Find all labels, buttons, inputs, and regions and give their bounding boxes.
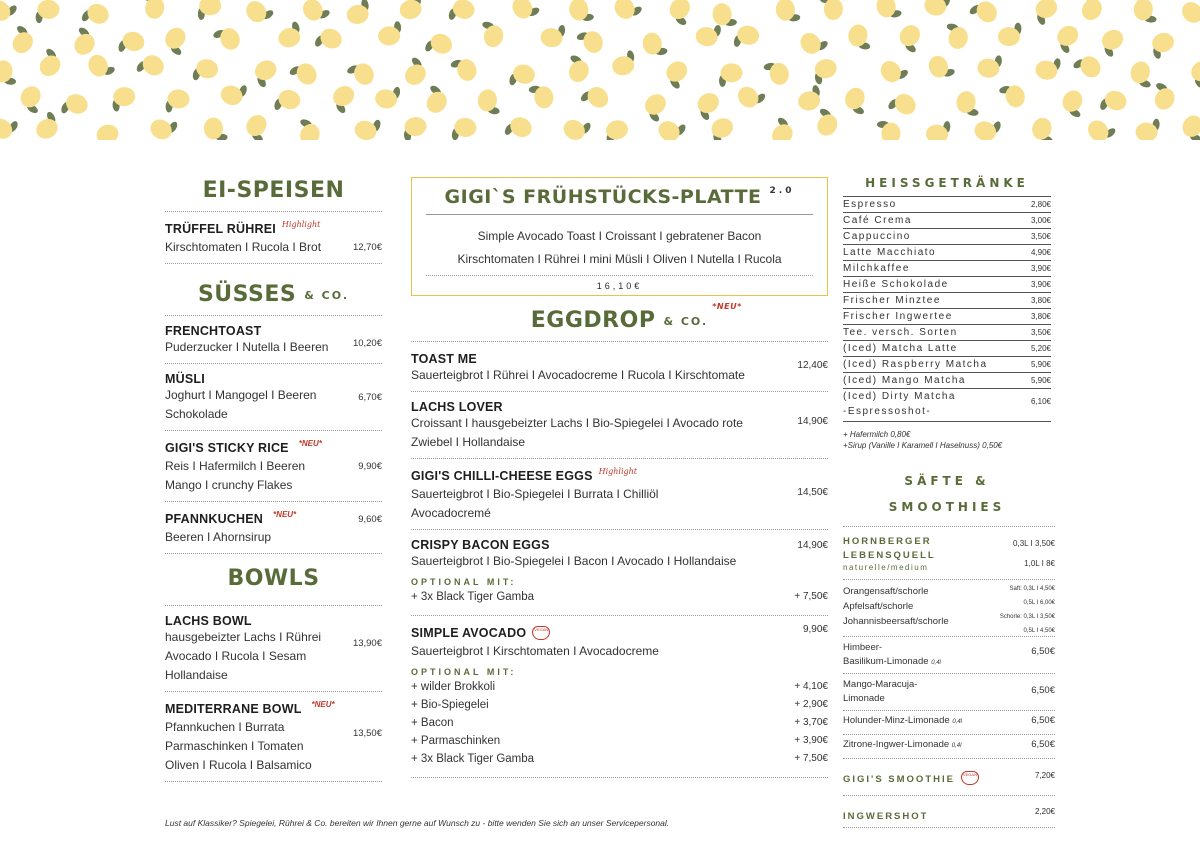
lemon-icon: [665, 0, 698, 27]
item-price: 14,50€: [797, 487, 828, 498]
lemon-icon: [775, 0, 801, 23]
addon-row: [411, 717, 828, 735]
drink-name-sub: -Espressoshot-: [843, 406, 932, 417]
lemon-icon: [165, 89, 190, 114]
addon-price: + 7,50€: [794, 591, 828, 602]
lemon-icon: [346, 59, 377, 90]
lemon-icon: [968, 0, 1001, 29]
drink-row: [843, 309, 1051, 325]
item-desc: Pfannkuchen I Burrata Parmaschinken I Tomaten Oliven I Rucola I Balsamico: [165, 720, 312, 772]
platte-line2: Kirschtomaten I Rührei I mini Müsli I Oliven I Nutella I Rucola: [426, 248, 813, 276]
limo-name-2: Basilikum-Limonade: [843, 656, 929, 667]
drink-price: 5,20€: [1030, 344, 1051, 353]
lemon-icon: [576, 27, 606, 57]
drink-name: Cappuccino: [843, 231, 911, 242]
item-price: 13,90€: [352, 638, 382, 649]
limo-size: 0,4l: [952, 719, 962, 725]
hornberger-price-2: 1,0L I 8€: [1024, 559, 1055, 568]
lemon-icon: [476, 88, 503, 115]
lemon-icon: [85, 50, 116, 81]
lemon-icon: [1034, 54, 1062, 82]
lemon-icon: [1052, 22, 1085, 55]
item-desc: Beeren I Ahornsirup: [165, 530, 272, 544]
lemon-icon: [273, 87, 303, 117]
lemon-icon: [1186, 57, 1200, 90]
heiss-title: HEISSGETRÄNKE: [843, 176, 1051, 197]
lemon-pattern-banner: [0, 0, 1200, 140]
schorle-price: 0,5L I 4,50€: [1023, 628, 1055, 634]
ingwershot-name: INGWERSHOT: [843, 811, 929, 822]
lemon-icon: [288, 58, 320, 90]
lemon-icon: [812, 57, 840, 85]
lemon-icon: [16, 82, 49, 115]
hornberger-price-1: 0,3L I 3,50€: [1013, 539, 1055, 548]
schorle-row: [843, 579, 1055, 636]
lemon-icon: [887, 89, 920, 122]
lemon-icon: [0, 111, 19, 140]
optional-label: OPTIONAL MIT:: [411, 577, 517, 587]
item-desc: Sauerteigbrot I Kirschtomaten I Avocadocreme: [411, 644, 659, 658]
lemon-icon: [344, 0, 372, 26]
drink-row: [843, 341, 1051, 357]
lemon-icon: [313, 24, 345, 56]
lemon-icon: [655, 113, 688, 140]
lemon-icon: [32, 47, 65, 80]
platte-price: 16,10€: [596, 281, 643, 291]
vegan-heart-icon: VEGAN: [961, 771, 979, 785]
lemon-icon: [610, 50, 637, 77]
addon-name: + Parmaschinken: [411, 735, 501, 747]
suesses-title-text: SÜSSES: [197, 282, 297, 307]
lemon-icon: [60, 90, 91, 121]
lemon-icon: [719, 63, 743, 87]
drink-price: 4,90€: [1030, 248, 1051, 257]
ingwershot-price: 2,20€: [1034, 807, 1055, 816]
lemon-icon: [976, 53, 1002, 79]
lemon-icon: [402, 116, 428, 140]
drink-row: [843, 197, 1051, 213]
optional-label: OPTIONAL MIT:: [411, 667, 517, 677]
lemon-icon: [218, 78, 248, 108]
drink-name: (Iced) Mango Matcha: [843, 375, 966, 386]
drink-row: [843, 261, 1051, 277]
limo-row: [843, 710, 1055, 734]
menu-item: [165, 315, 382, 363]
item-desc: Croissant I hausgebeizter Lachs I Bio-Spiegelei I Avocado rote Zwiebel I Hollandaise: [411, 416, 743, 449]
lemon-icon: [293, 118, 324, 140]
lemon-icon: [447, 0, 477, 26]
lemon-icon: [1058, 87, 1090, 119]
drink-name: Heiße Schokolade: [843, 279, 949, 290]
drink-row: [843, 389, 1051, 422]
lemon-icon: [241, 111, 274, 140]
lemon-icon: [877, 55, 910, 88]
drink-row: [843, 229, 1051, 245]
lemon-icon: [0, 59, 18, 85]
limo-name: Himbeer-: [843, 642, 883, 653]
lemon-icon: [396, 0, 425, 22]
limo-price: 6,50€: [1031, 739, 1055, 750]
smoothie-row: [843, 759, 1055, 796]
schorle-name: Apfelsaft/schorle: [843, 601, 914, 612]
menu-item: [411, 615, 828, 778]
hornberger-name-1: HORNBERGER: [843, 536, 932, 547]
item-price: 9,90€: [802, 624, 828, 635]
item-price: 9,60€: [358, 514, 382, 525]
drink-price: 5,90€: [1030, 360, 1051, 369]
neu-tag: *NEU*: [712, 302, 742, 311]
lemon-icon: [640, 90, 673, 123]
drink-name: Latte Macchiato: [843, 247, 937, 258]
item-desc: Puderzucker I Nutella I Beeren: [165, 340, 329, 354]
heiss-note-hafermilch: + Hafermilch 0,80€: [843, 430, 911, 439]
drink-name: Espresso: [843, 199, 897, 210]
menu-item: [411, 458, 828, 529]
schorle-name: Orangensaft/schorle: [843, 586, 929, 597]
lemon-icon: [661, 57, 694, 90]
lemon-icon: [877, 121, 901, 140]
addon-price: + 4,10€: [794, 681, 828, 692]
lemon-icon: [67, 26, 100, 59]
saefte-title: [843, 468, 1051, 520]
lemon-icon: [35, 0, 59, 24]
lemon-icon: [693, 89, 725, 121]
item-desc: hausgebeizter Lachs I Rührei Avocado I Rucola I Sesam Hollandaise: [165, 630, 322, 682]
addon-row: [411, 735, 828, 753]
drink-row: [843, 373, 1051, 389]
drink-name: Café Crema: [843, 215, 912, 226]
ei-speisen-title: EI-SPEISEN: [202, 178, 345, 203]
suesses-title: [165, 263, 382, 307]
drink-name: (Iced) Raspberry Matcha: [843, 359, 988, 370]
addon-price: + 7,50€: [794, 753, 828, 764]
lemon-icon: [299, 0, 331, 25]
addon-row: [411, 753, 828, 771]
lemon-icon: [1135, 117, 1160, 140]
lemon-icon: [198, 0, 222, 20]
lemon-icon: [539, 22, 566, 49]
item-desc: Sauerteigbrot I Bio-Spiegelei I Burrata I Chilliöl Avocadocremé: [411, 487, 659, 520]
hornberger-row: [843, 526, 1055, 579]
right-column: [843, 176, 1055, 828]
lemon-icon: [611, 0, 644, 24]
lemon-icon: [602, 118, 631, 140]
lemon-icon: [503, 113, 535, 140]
schorle-name: Johannisbeersaft/schorle: [843, 616, 949, 627]
lemon-icon: [641, 31, 668, 58]
item-desc: Reis I Hafermilch I Beeren Mango I crunchy Flakes: [165, 459, 306, 492]
lemon-icon: [450, 55, 479, 84]
lemon-icon: [579, 82, 612, 115]
lemon-icon: [1072, 51, 1105, 84]
item-name: MEDITERRANE BOWL: [165, 702, 302, 716]
ingwershot-row: [843, 796, 1055, 828]
lemon-icon: [846, 23, 873, 50]
lemon-icon: [712, 2, 737, 27]
lemon-icon: [93, 122, 123, 140]
lemon-icon: [568, 0, 594, 23]
item-price: 9,90€: [358, 461, 382, 472]
saefte-list: [843, 526, 1055, 828]
addon-price: + 2,90€: [794, 699, 828, 710]
item-price: 12,40€: [797, 360, 828, 371]
neu-tag: *NEU*: [273, 510, 297, 519]
lemon-icon: [250, 57, 282, 89]
drink-row: [843, 213, 1051, 229]
lemon-icon: [1178, 112, 1200, 140]
lemon-icon: [707, 115, 738, 140]
lemon-icon: [875, 0, 902, 20]
addon-price: + 3,90€: [794, 735, 828, 746]
eggdrop-subtitle: & CO.: [663, 314, 709, 328]
drink-price: 3,90€: [1030, 264, 1051, 273]
middle-column: [411, 177, 828, 778]
limo-size: 0,4l: [951, 743, 962, 749]
item-price: 10,20€: [352, 338, 382, 349]
menu-item: [165, 605, 382, 691]
drink-price: 3,50€: [1030, 328, 1051, 337]
drink-price: 5,90€: [1030, 376, 1051, 385]
item-price: 13,50€: [352, 728, 382, 739]
item-name: FRENCHTOAST: [165, 324, 262, 338]
lemon-icon: [419, 84, 452, 117]
item-name: TRÜFFEL RÜHREI: [165, 222, 276, 236]
menu-item: [165, 363, 382, 430]
drink-price: 3,80€: [1030, 296, 1051, 305]
lemon-icon: [1099, 87, 1130, 118]
lemon-icon: [192, 57, 220, 85]
item-desc: Kirschtomaten I Rucola I Brot: [165, 240, 322, 254]
item-name: LACHS BOWL: [165, 614, 252, 628]
smoothie-name: GIGI'S SMOOTHIE: [843, 774, 955, 785]
lemon-icon: [925, 119, 951, 140]
schorle-prices: [1000, 582, 1055, 638]
lemon-icon: [31, 111, 63, 140]
limo-row: [843, 734, 1055, 759]
platte-title: [426, 186, 813, 215]
menu-item: [411, 529, 828, 615]
saefte-title-2: SMOOTHIES: [888, 500, 1006, 514]
lemon-icon: [1029, 115, 1058, 140]
limo-name-2: Limonade: [843, 693, 885, 704]
lemon-icon: [147, 112, 179, 140]
limo-size: 0,4l: [931, 660, 941, 666]
lemon-icon: [1074, 0, 1106, 24]
drink-name: Frischer Ingwertee: [843, 311, 953, 322]
lemon-icon: [398, 56, 431, 89]
lemon-icon: [451, 116, 477, 140]
addon-name: + 3x Black Tiger Gamba: [411, 753, 535, 765]
neu-tag: *NEU*: [311, 700, 335, 709]
addon-name: + Bacon: [411, 717, 454, 729]
lemon-icon: [1031, 0, 1062, 26]
limo-name: Holunder-Minz-Limonade: [843, 715, 950, 726]
drink-row: [843, 277, 1051, 293]
drink-row: [843, 245, 1051, 261]
lemon-icon: [895, 21, 928, 54]
lemon-icon: [528, 84, 554, 110]
hornberger-sub: naturelle/medium: [843, 563, 929, 572]
item-price: 14,90€: [797, 540, 828, 551]
drink-row: [843, 357, 1051, 373]
lemon-icon: [694, 21, 722, 49]
menu-item: [411, 341, 828, 391]
limo-row: [843, 636, 1055, 673]
item-name: LACHS LOVER: [411, 400, 503, 414]
addon-name: + 3x Black Tiger Gamba: [411, 591, 535, 603]
limo-name: Zitrone-Ingwer-Limonade: [843, 739, 950, 750]
lemon-icon: [509, 0, 541, 23]
lemon-icon: [117, 28, 147, 58]
lemon-icon: [972, 114, 1003, 140]
limo-price: 6,50€: [1031, 685, 1055, 696]
smoothie-price: 7,20€: [1034, 771, 1055, 780]
lemon-icon: [1084, 114, 1117, 140]
item-name: CRISPY BACON EGGS: [411, 538, 550, 552]
item-name: GIGI'S STICKY RICE: [165, 441, 289, 455]
footer-note: Lust auf Klassiker? Spiegelei, Rührei & Co. bereiten wir Ihnen gerne auf Wunsch zu - bitte wenden Sie sich an unser Servicepersonal.: [165, 818, 670, 828]
highlight-tag: Highlight: [281, 220, 321, 229]
item-price: 12,70€: [352, 242, 382, 253]
drink-price: 2,80€: [1030, 200, 1051, 209]
schorle-price: 0,5L I 6,00€: [1023, 600, 1055, 606]
lemon-icon: [926, 52, 956, 82]
drink-name: (Iced) Dirty Matcha: [843, 391, 956, 402]
drink-name: Tee. versch. Sorten: [843, 327, 958, 338]
limo-price: 6,50€: [1031, 715, 1055, 726]
lemon-icon: [160, 24, 193, 57]
item-name: PFANNKUCHEN: [165, 512, 264, 526]
addon-price: + 3,70€: [794, 717, 828, 728]
item-price: 14,90€: [797, 416, 828, 427]
saefte-title-1: SÄFTE &: [904, 474, 990, 488]
addon-row: [411, 591, 828, 609]
drink-price: 3,00€: [1030, 216, 1051, 225]
platte-title-text: GIGI`S FRÜHSTÜCKS-PLATTE: [444, 186, 762, 208]
drink-name: Frischer Minztee: [843, 295, 941, 306]
lemon-icon: [212, 24, 243, 55]
menu-item: [165, 211, 382, 263]
menu-item: [165, 691, 382, 782]
drink-price: 3,80€: [1030, 312, 1051, 321]
limo-name: Mango-Maracuja-: [843, 679, 918, 690]
lemon-icon: [819, 0, 844, 20]
lemon-icon: [734, 80, 767, 113]
neu-tag: *NEU*: [298, 439, 322, 448]
lemon-icon: [139, 0, 167, 20]
lemon-icon: [477, 21, 506, 50]
lemon-icon: [275, 21, 304, 50]
bowls-title: BOWLS: [165, 553, 382, 591]
item-name: GIGI'S CHILLI-CHEESE EGGS: [411, 469, 593, 483]
addon-name: + wilder Brokkoli: [411, 681, 496, 693]
drink-price: 3,90€: [1030, 280, 1051, 289]
vegan-heart-icon: VEGAN: [532, 626, 550, 640]
lemon-icon: [998, 23, 1022, 47]
addon-row: [411, 699, 828, 717]
schorle-price: Saft: 0,3L I 4,50€: [1009, 586, 1055, 592]
lemon-icon: [423, 29, 455, 61]
lemon-icon: [1147, 81, 1179, 113]
lemon-icon: [374, 83, 402, 111]
lemon-icon: [242, 0, 275, 27]
item-name: MÜSLI: [165, 372, 205, 386]
platte-version: 2.0: [769, 186, 795, 196]
drink-price: 6,10€: [1030, 397, 1051, 406]
left-column: [165, 178, 382, 782]
lemon-icon: [795, 84, 823, 112]
lemon-icon: [204, 117, 228, 140]
lemon-icon: [810, 107, 842, 139]
addon-name: + Bio-Spiegelei: [411, 699, 489, 711]
lemon-icon: [352, 114, 382, 140]
lemon-icon: [733, 23, 761, 51]
drink-price: 3,50€: [1030, 232, 1051, 241]
item-desc: Joghurt I Mangogel I Beeren Schokolade: [165, 388, 317, 421]
drink-name: Milchkaffee: [843, 263, 910, 274]
lemon-icon: [328, 82, 361, 115]
lemon-icon: [561, 54, 593, 86]
lemon-icon: [955, 90, 982, 117]
lemon-icon: [80, 0, 112, 31]
menu-item: [411, 391, 828, 458]
lemon-icon: [998, 82, 1027, 111]
lemon-icon: [796, 26, 829, 59]
lemon-icon: [111, 86, 137, 112]
lemon-icon: [922, 0, 951, 19]
lemon-icon: [1097, 26, 1129, 58]
menu-item: [165, 501, 382, 553]
eggdrop-title-text: EGGDROP: [530, 308, 656, 333]
lemon-icon: [765, 116, 798, 140]
lemon-icon: [135, 50, 168, 83]
lemon-icon: [1127, 59, 1157, 89]
lemon-icon: [841, 85, 872, 116]
hornberger-name-2: LEBENSQUELL: [843, 550, 936, 561]
lemon-icon: [560, 112, 593, 140]
heiss-note-sirup: +Sirup (Vanille I Karamell I Haselnuss) 0,50€: [843, 441, 1003, 450]
lemon-icon: [1148, 30, 1178, 60]
menu-item: [165, 430, 382, 501]
drink-row: [843, 325, 1051, 341]
limo-price: 6,50€: [1031, 646, 1055, 657]
drink-row: [843, 293, 1051, 309]
addon-row: [411, 681, 828, 699]
item-name: SIMPLE AVOCADO: [411, 626, 527, 640]
suesses-subtitle: & CO.: [304, 288, 350, 302]
item-desc: Sauerteigbrot I Rührei I Avocadocreme I Rucola I Kirschtomate: [411, 368, 745, 382]
lemon-icon: [1133, 0, 1158, 23]
drink-name: (Iced) Matcha Latte: [843, 343, 958, 354]
platte-box: [411, 177, 828, 296]
lemon-icon: [5, 24, 38, 57]
limo-row: [843, 673, 1055, 710]
highlight-tag: Highlight: [598, 467, 638, 476]
lemon-icon: [377, 21, 402, 46]
item-price: 6,70€: [358, 392, 382, 403]
item-desc: Sauerteigbrot I Bio-Spiegelei I Bacon I Avocado I Hollandaise: [411, 554, 737, 568]
eggdrop-title: [411, 302, 828, 333]
lemon-icon: [1178, 0, 1200, 28]
lemon-icon: [942, 22, 970, 50]
platte-line1: Simple Avocado Toast I Croissant I gebratener Bacon: [477, 229, 762, 243]
lemon-icon: [763, 60, 791, 88]
lemon-icon: [0, 0, 18, 26]
schorle-price: Schorle: 0,3L I 3,50€: [999, 614, 1055, 620]
heiss-list: [843, 197, 1051, 389]
item-name: TOAST ME: [411, 352, 477, 366]
